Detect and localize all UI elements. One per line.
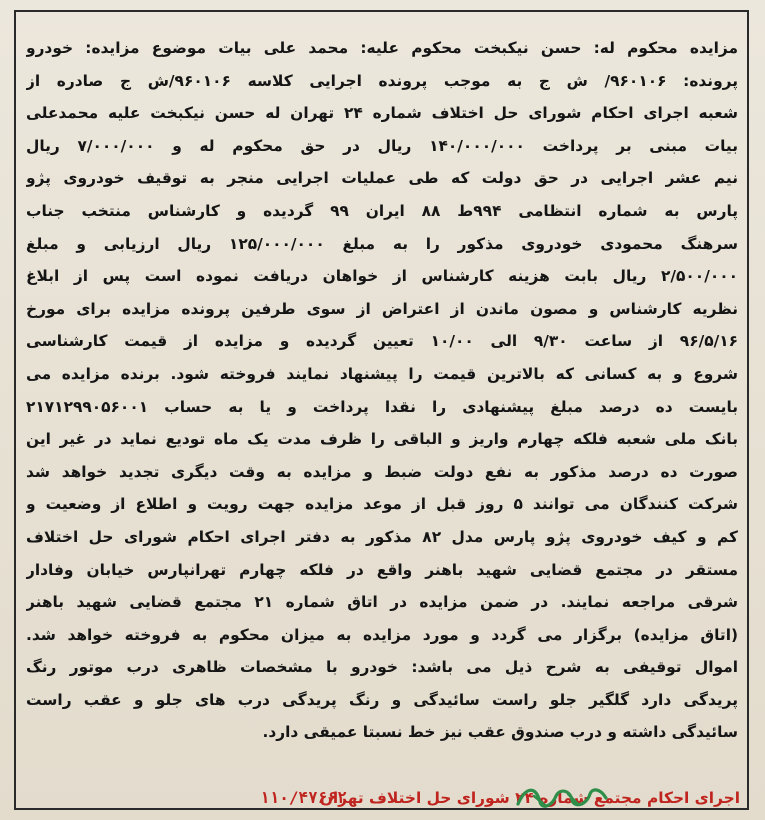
notice-footer <box>30 783 740 813</box>
notice-line-19: (اتاق مزایده) برگزار می گردد و مورد مزایده به میزان محکوم به فروخته خواهد شد. <box>26 625 738 644</box>
notice-line-1: مزایده محکوم له: حسن نیکبخت محکوم علیه: محمد علی بیات موضوع مزایده: خودرو <box>26 39 738 57</box>
notice-line-9: نظریه کارشناس و مصون ماندن از اعتراض از سوی طرفین پرونده مزایده برای مورخ <box>26 299 738 318</box>
notice-line-15: شرکت کنندگان می توانند ۵ روز قبل از موعد مزایده جهت رویت و اطلاع از وضعیت و <box>26 495 738 514</box>
notice-line-21: پریدگی دارد گلگیر جلو راست سائیدگی و رنگ پریدگی درب های جلو و عقب راست <box>26 690 738 709</box>
notice-line-16: کم و کیف خودروی پژو پارس مدل ۸۲ مذکور به دفتر اجرای احکام شورای حل اختلاف <box>26 527 738 546</box>
notice-line-17: مستقر در مجتمع قضایی شهید باهنر واقع در فلکه چهارم تهرانپارس خیابان وفادار <box>26 560 738 579</box>
notice-line-22: سائیدگی داشته و درب صندوق عقب نیز خط نسبتا عمیقی دارد. <box>262 723 738 742</box>
notice-number: ۱۱۰/۴۷۶۶۲ <box>260 788 347 807</box>
notice-line-7: سرهنگ محمودی خودروی مذکور را به مبلغ ۱۲۵/۰۰۰/۰۰۰ ریال ارزیابی و مبلغ <box>26 234 738 253</box>
notice-line-6: پارس به شماره انتظامی ۹۹۴ط ۸۸ ایران ۹۹ گردیده و کارشناس منتخب جناب <box>26 201 738 220</box>
notice-line-11: شروع و به کسانی که بالاترین قیمت را پیشنهاد نمایند فروخته شود. برنده مزایده می <box>26 364 738 383</box>
notice-line-14: صورت ده درصد مذکور به نفع دولت ضبط و مزایده به وقت دیگری تجدید خواهد شد <box>26 462 738 481</box>
auction-notice-body <box>26 32 738 749</box>
notice-line-10: ۹۶/۵/۱۶ از ساعت ۹/۳۰ الی ۱۰/۰۰ تعیین گردیده و مزایده از قیمت کارشناسی <box>26 332 738 351</box>
notice-line-20: اموال توقیفی به شرح ذیل می باشد: خودرو با مشخصات ظاهری درب موتور رنگ <box>26 658 738 677</box>
notice-line-13: بانک ملی شعبه فلکه چهارم واریز و الباقی را ظرف مدت یک ماه تودیع نماید در غیر این <box>26 430 738 449</box>
notice-line-12: بایست ده درصد مبلغ پیشنهادی را نقدا پرداخت و یا به حساب ۲۱۷۱۲۹۹۰۵۶۰۰۱ <box>26 397 738 416</box>
notice-line-8: ۲/۵۰۰/۰۰۰ ریال بابت هزینه کارشناس از خواهان دریافت نموده است پس از ابلاغ <box>26 267 738 286</box>
notice-line-18: شرقی مراجعه نمایند. در ضمن مزایده در اتاق شماره ۲۱ مجتمع قضایی شهید باهنر <box>26 593 738 612</box>
notice-line-2: پرونده: ۹۶۰۱۰۶/ ش ج به موجب پرونده اجرایی کلاسه ۹۶۰۱۰۶/ش ج صادره از <box>26 71 738 90</box>
notice-line-3: شعبه اجرای احکام شورای حل اختلاف شماره ۲۴ تهران له حسن نیکبخت علیه محمدعلی <box>26 104 738 123</box>
notice-line-4: بیات مبنی بر پرداخت ۱۴۰/۰۰۰/۰۰۰ ریال در حق محکوم له و ۷/۰۰۰/۰۰۰ ریال <box>26 136 738 155</box>
notice-line-5: نیم عشر اجرایی در حق دولت که طی عملیات اجرایی منجر به توقیف خودروی پژو <box>26 169 738 188</box>
handwritten-stamp-mark <box>512 776 612 816</box>
issuing-office: اجرای احکام مجتمع شماره ۲۴ شورای حل اختلاف تهران <box>319 789 740 807</box>
